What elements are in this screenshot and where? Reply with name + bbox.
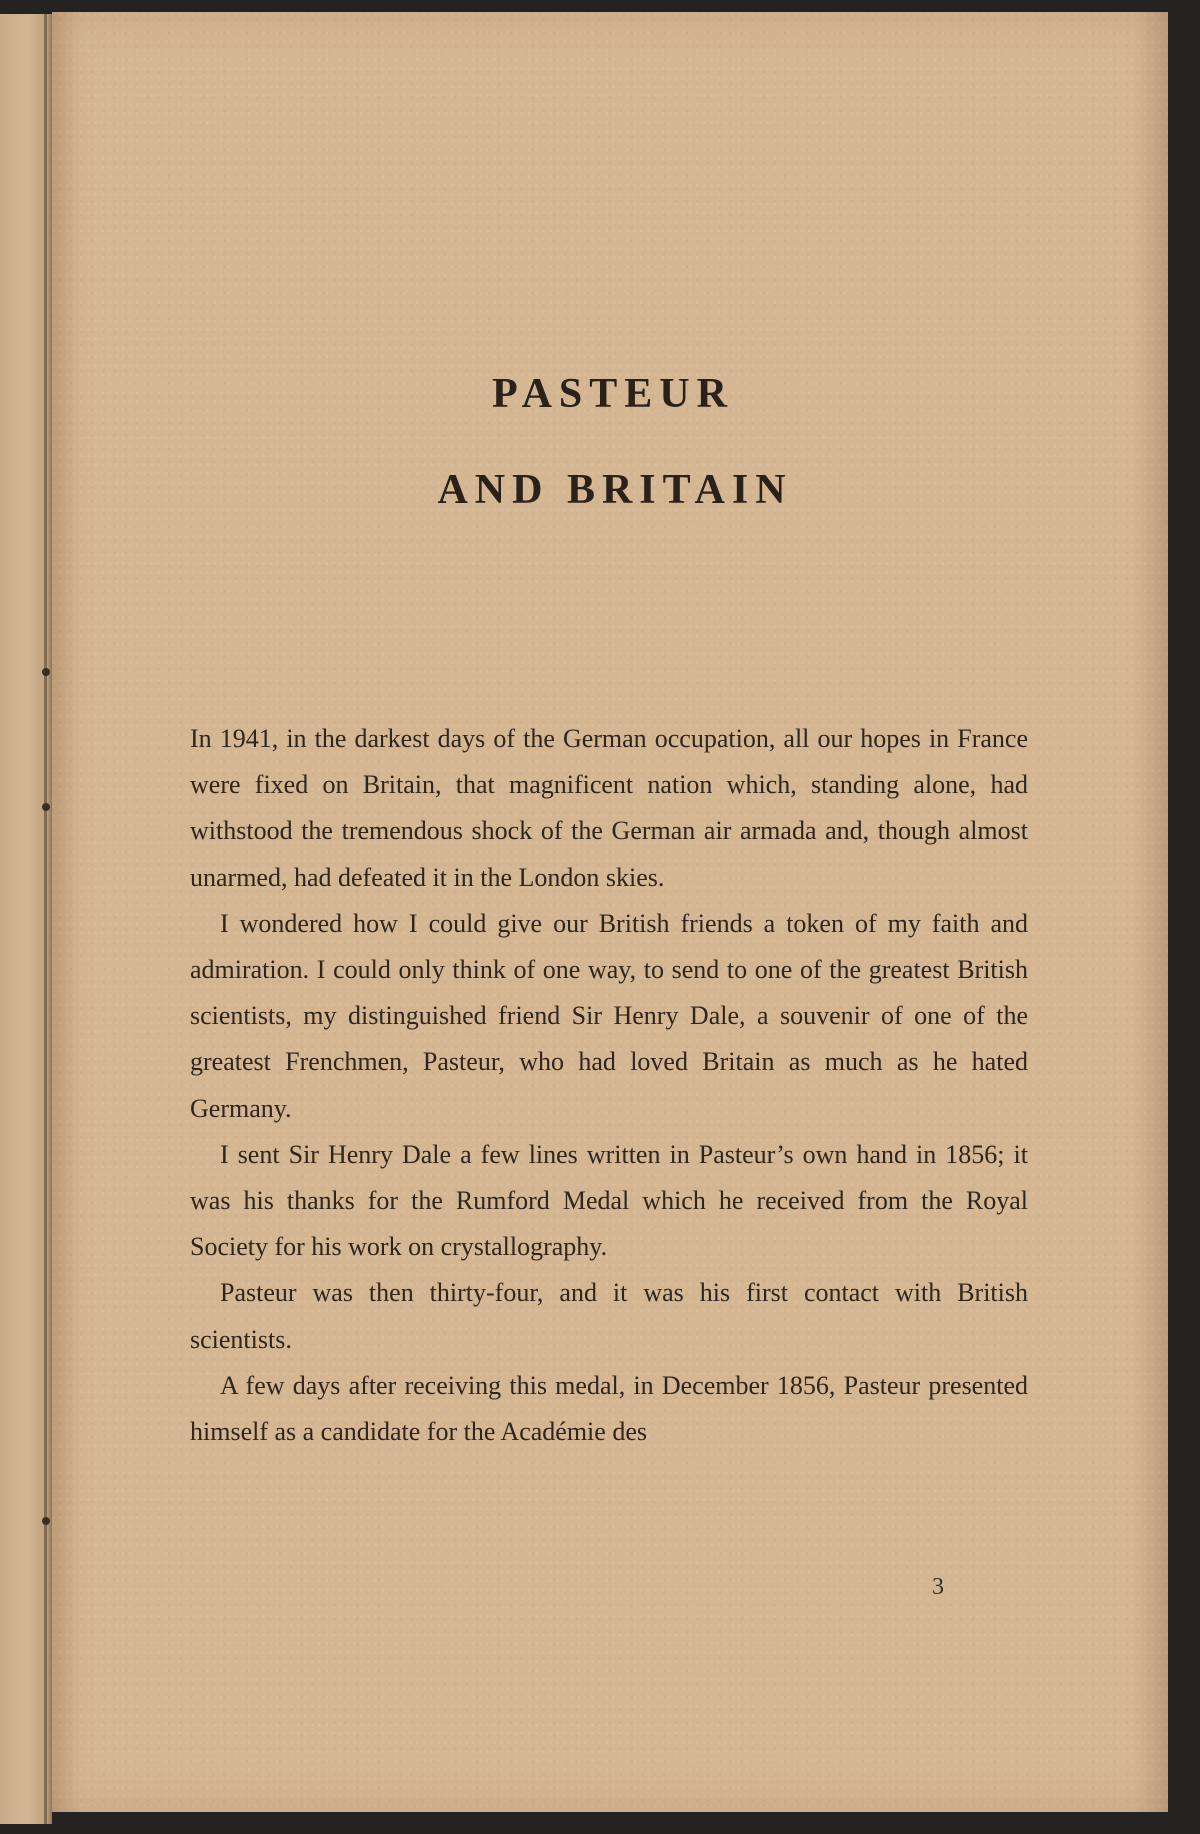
page (52, 12, 1168, 1812)
title-line-1: PASTEUR (492, 371, 734, 418)
paragraph: Pasteur was then thirty-four, and it was his first contact with British scientists. (190, 1278, 1028, 1354)
page-number: 3 (932, 1574, 944, 1600)
paragraph: In 1941, in the darkest days of the German occupation, all our hopes in France were fixed on Britain, that magnificent nation which, standing alone, had withstood the tremendous shock of the German air armada and, though almost unarmed, had defeated it in the London skies. (190, 724, 1028, 892)
paragraph: I wondered how I could give our British friends a token of my faith and admiration. I could only think of one way, to send to one of the greatest British scientists, my distinguished friend Sir Henry Dale, a souvenir of one of the greatest Frenchmen, Pasteur, who had loved Britain as much as he hated Germany. (190, 908, 1028, 1123)
paragraph: I sent Sir Henry Dale a few lines written in Pasteur’s own hand in 1856; it was his thanks for the Rumford Medal which he received from the Royal Society for his work on crystallography. (190, 1139, 1028, 1262)
binding-stitch (42, 1517, 50, 1525)
binding-stitch (42, 803, 50, 811)
paragraph: A few days after receiving this medal, in December 1856, Pasteur presented himself as a candidate for the Académie des (190, 1370, 1028, 1447)
body-text (190, 716, 1028, 1455)
binding-stitch (42, 668, 50, 676)
page-title (52, 371, 1168, 514)
binding-line (44, 14, 47, 1824)
title-line-2: AND BRITAIN (437, 467, 793, 514)
